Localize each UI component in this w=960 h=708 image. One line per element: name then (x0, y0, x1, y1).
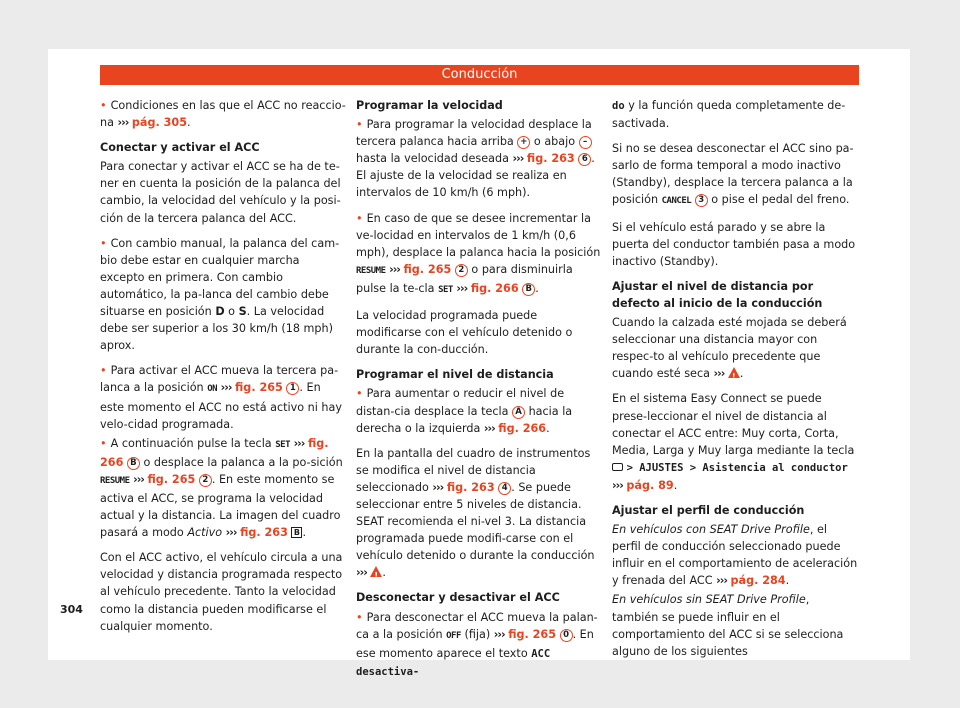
subheading: Programar la velocidad (356, 99, 503, 112)
key-set: SET (438, 284, 453, 295)
figure-link[interactable]: fig. 265 (403, 262, 452, 276)
paragraph: En vehículos sin SEAT Drive Profile, también se puede influir en el comportamiento del ACC si se selecciona alguno de los siguientes (612, 593, 844, 658)
display-message: do (612, 100, 625, 112)
page-link[interactable]: pág. 284 (730, 574, 786, 588)
subheading: Ajustar el perfil de conducción (612, 503, 805, 517)
paragraph: La velocidad programada puede modificarse con el vehículo detenido o durante la con-ducción. (356, 309, 573, 357)
paragraph: • Con cambio manual, la palanca del cam-bio debe estar en cualquier marcha excepto en primera. Con cambio automático, la pa-lanca del cambio debe situarse en posición D o S. La velocidad debe ser superior a los 30 km/h (18 mph) aprox. (100, 235, 346, 355)
key-resume: RESUME (356, 265, 386, 276)
plus-marker: + (517, 136, 530, 149)
paragraph: Si el vehículo está parado y se abre la puerta del conductor también pasa a modo inactivo (Standby). (612, 220, 856, 268)
figure-link[interactable]: fig. 263 (526, 152, 575, 166)
bullet-icon (356, 118, 367, 131)
display-message: ACC desactiva- (356, 647, 551, 678)
document-page (48, 49, 910, 678)
paragraph: • Para programar la velocidad desplace la tercera palanca hacia arriba + o abajo – hasta la velocidad deseada ››› fig. 263 6 . El ajuste de la velocidad se realiza en intervalos de 10 km/h (6 mph). (356, 116, 602, 201)
key-resume: RESUME (100, 475, 130, 486)
menu-path: > AJUSTES > Asistencia al conductor (626, 461, 848, 474)
page-link[interactable]: pág. 305 (131, 116, 187, 130)
callout-marker: 2 (199, 474, 212, 487)
bullet-icon (100, 364, 111, 377)
bullet-icon (356, 387, 367, 400)
subheading: Ajustar el nivel de distancia por defecto al inicio de la conducción (612, 279, 823, 310)
figure-link[interactable]: fig. 263 (240, 526, 288, 540)
bullet-icon (100, 99, 111, 112)
square-marker: B (291, 527, 302, 538)
key-set: SET (275, 439, 290, 450)
section-header: Conducción (100, 65, 859, 85)
column-1 (100, 97, 346, 643)
paragraph: • Para activar el ACC mueva la tercera pa-lanca a la posición ON ››› fig. 265 1 . En este momento el ACC no está activo ni hay velo-cidad programada. (100, 362, 346, 432)
figure-link[interactable]: fig. 265 (147, 472, 196, 486)
bullet-icon (356, 611, 367, 624)
subheading: Programar el nivel de distancia (356, 368, 554, 382)
callout-marker: 0 (560, 629, 573, 642)
subheading: Conectar y activar el ACC (100, 141, 260, 155)
figure-link[interactable]: fig. 263 (446, 480, 495, 494)
paragraph: Para conectar y activar el ACC se ha de te-ner en cuenta la posición de la palanca del cambio, la velocidad del vehículo y la posi-ción de la tercera palanca del ACC. (100, 160, 341, 225)
paragraph: • Condiciones en las que el ACC no reaccio-na ››› pág. 305. (100, 97, 346, 131)
paragraph: do y la función queda completamente de-sactivada. (612, 99, 846, 131)
page-number: 304 (60, 603, 83, 616)
callout-marker: 3 (695, 194, 708, 207)
figure-link[interactable]: fig. 265 (235, 381, 283, 395)
paragraph: Con el ACC activo, el vehículo circula a una velocidad y distancia programada respecto al vehículo precedente. Tanto la velocidad como la distancia pueden modificarse el cualquier momento. (100, 551, 343, 633)
paragraph: Cuando la calzada esté mojada se deberá seleccionar una distancia mayor con respec-to al vehículo precedente que cuando esté seca ››› ! . (612, 314, 858, 382)
paragraph: En la pantalla del cuadro de instrumentos se modifica el nivel de distancia seleccionado ››› fig. 263 4 . Se puede seleccionar entre 5 niveles de distancia. SEAT recomienda el ni-vel 3. La distancia programada puede modifi-carse con el vehículo detenido o durante la conducción ››› ! . (356, 445, 602, 582)
callout-marker: 1 (286, 382, 299, 395)
column-3 (612, 97, 858, 668)
figure-link[interactable]: fig. 265 (508, 627, 556, 641)
page-link[interactable]: pág. 89 (626, 478, 674, 492)
figure-link[interactable]: fig. 266 (100, 436, 329, 469)
callout-marker: B (127, 457, 140, 470)
column-2 (356, 97, 602, 689)
callout-marker: 4 (498, 482, 511, 495)
paragraph: • En caso de que se desee incrementar la ve-locidad en intervalos de 1 km/h (0,6 mph), desplace la palanca hacia la posición RESUME ››› fig. 265 2 o para disminuirla pulse la te-cla SET ››› fig. 266 B . (356, 210, 602, 299)
key-cancel: CANCEL (661, 196, 692, 207)
paragraph: • A continuación pulse la tecla SET ››› fig. 266 B o desplace la palanca a la po-sición RESUME ››› fig. 265 2 . En este momento se activa el ACC, se programa la velocidad actual y la distancia. La imagen del cuadro pasará a modo Activo ››› fig. 263 B . (100, 435, 346, 542)
paragraph: Si no se desea desconectar el ACC sino pa-sarlo de forma temporal a modo inactivo (Standby), desplace la tercera palanca a la posición CANCEL 3 o pise el pedal del freno. (612, 142, 854, 207)
callout-marker: 6 (578, 153, 591, 166)
paragraph: En el sistema Easy Connect se puede prese-leccionar el nivel de distancia al conectar el ACC entre: Muy corta, Corta, Media, Larga y Muy larga mediante la tecla > AJUSTES > Asistencia al conductor ››› pág. 89. (612, 392, 855, 492)
warning-icon[interactable] (370, 566, 382, 577)
callout-marker: 2 (455, 264, 468, 277)
key-off: OFF (446, 630, 461, 641)
paragraph: En vehículos con SEAT Drive Profile, el perfil de conducción seleccionado puede influir en el comportamiento de aceleración y frenada del ACC ››› pág. 284. (612, 523, 858, 588)
bullet-icon (356, 212, 367, 225)
bullet-icon (100, 437, 111, 450)
subheading: Desconectar y desactivar el ACC (356, 591, 560, 605)
paragraph: • Para desconectar el ACC mueva la palan-ca a la posición OFF (fija) ››› fig. 265 0 . En ese momento aparece el texto ACC desactiva- (356, 609, 602, 681)
key-on: ON (207, 384, 218, 395)
minus-marker: – (579, 136, 592, 149)
callout-marker: B (522, 283, 535, 296)
paragraph: • Para aumentar o reducir el nivel de distan-cia desplace la tecla A hacia la derecha o la izquierda ››› fig. 266. (356, 385, 602, 436)
bullet-icon (100, 237, 111, 250)
callout-marker: A (512, 406, 525, 419)
car-icon (612, 463, 623, 471)
figure-link[interactable]: fig. 266 (470, 281, 519, 295)
warning-icon[interactable] (728, 367, 740, 378)
figure-link[interactable]: fig. 266 (498, 421, 547, 435)
